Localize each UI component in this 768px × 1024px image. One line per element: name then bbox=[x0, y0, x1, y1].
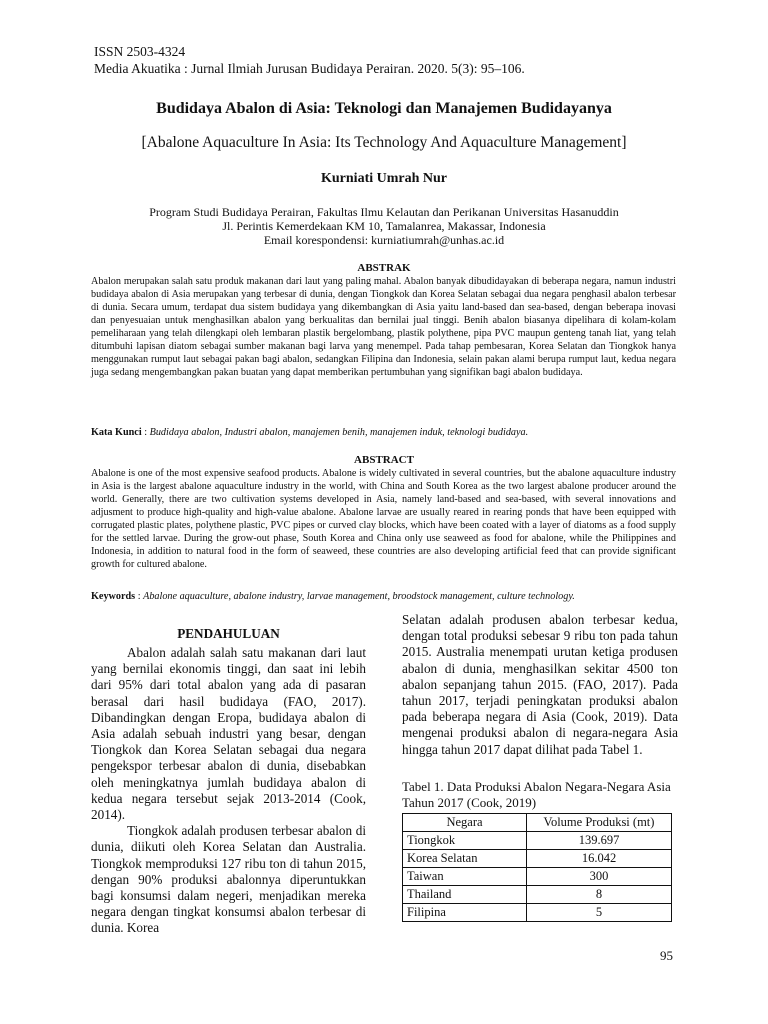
cell-volume: 139.697 bbox=[527, 832, 672, 850]
keywords: Keywords : Abalone aquaculture, abalone industry, larvae management, broodstock management, culture technology. bbox=[91, 591, 575, 602]
table-caption: Tabel 1. Data Produksi Abalon Negara-Negara Asia Tahun 2017 (Cook, 2019) bbox=[402, 779, 671, 810]
table-row bbox=[403, 904, 672, 922]
author-name: Kurniati Umrah Nur bbox=[321, 171, 447, 186]
kata-kunci-label: Kata Kunci bbox=[91, 427, 142, 438]
page-number: 95 bbox=[660, 948, 673, 963]
cell-volume: 16.042 bbox=[527, 850, 672, 868]
left-column bbox=[91, 645, 366, 937]
table-row bbox=[403, 850, 672, 868]
production-table bbox=[402, 813, 672, 922]
cell-country: Tiongkok bbox=[403, 832, 527, 850]
kata-kunci: Kata Kunci : Budidaya abalon, Industri abalon, manajemen benih, manajemen induk, teknologi budidaya. bbox=[91, 427, 529, 438]
cell-country: Taiwan bbox=[403, 868, 527, 886]
table-row bbox=[403, 832, 672, 850]
abstract-heading: ABSTRACT bbox=[354, 454, 414, 466]
abstrak-body: Abalon merupakan salah satu produk makanan dari laut yang paling mahal. Abalon banyak dibudidayakan di beberapa negara, namun industri budidaya abalon di Asia merupakan yang terbesar di dunia, dengan Tiongkok dan Korea Selatan sebagai dua negara penghasil abalon terbesar di dunia. Secara umum, terdapat dua sistem budidaya yang dikembangkan di Asia yaitu land-based dan sea-based, dengan beberapa inovasi dan penyesuaian untuk menghasilkan abalon yang berkualitas dan bernilai jual tinggi. Benih abalon biasanya dipelihara di kolam-kolam pemeliharaan yang telah dilengkapi oleh lembaran plastik bergelombang, plastik polythene, pipa PVC maupun genteng tanah liat, yang telah ditumbuhi lapisan diatom sebagai sumber makanan bagi larva yang menempel. Pada tahap pembesaran, Korea Selatan dan Tiongkok hanya menggunakan rumput laut sebagai pakan bagi abalon, sedangkan Filipina dan Indonesia, selain pakan alami berupa rumput laut, kedua negara juga sedang mengembangkan pakan buatan yang dapat memberikan pertumbuhan yang signifikan bagi abalon budidaya. bbox=[91, 276, 676, 378]
affiliation-line-1: Program Studi Budidaya Perairan, Fakultas Ilmu Kelautan dan Perikanan Universitas Hasanuddin bbox=[149, 205, 619, 219]
pendahuluan-heading: PENDAHULUAN bbox=[177, 626, 280, 641]
intro-paragraph-1: Abalon adalah salah satu makanan dari laut yang bernilai ekonomis tinggi, dan saat ini lebih dari 95% dari total abalon yang ada di pasaran berasal dari hasil budidaya (FAO, 2017). Dibandingkan dengan Eropa, budidaya abalon di Asia adalah sebuah industri yang besar, dengan Tiongkok dan Korea Selatan sebagai dua negara pengekspor terbesar abalon di dunia, disebabkan oleh meningkatnya jumlah budidaya abalon di kedua negara tersebut sejak 2013-2014 (Cook, 2014). bbox=[91, 645, 366, 823]
intro-paragraph-3: Selatan adalah produsen abalon terbesar kedua, dengan total produksi sebesar 9 ribu ton pada tahun 2015. Australia menempati urutan ketiga produsen abalon di dunia, menghasilkan sekitar 4500 ton abalon sepanjang tahun 2015. (FAO, 2017). Pada tahun 2017, terjadi peningkatan produksi abalon pada beberapa negara di Asia (Cook, 2019). Data mengenai produksi abalon di negara-negara Asia hingga tahun 2017 dapat dilihat pada Tabel 1. bbox=[402, 612, 678, 757]
abstract-body: Abalone is one of the most expensive seafood products. Abalone is widely cultivated in several countries, but the abalone aquaculture industry in Asia is the largest abalone aquaculture industry in the world, with China and South Korea as the two largest abalone producer around the world. Generally, there are two cultivation systems developed in Asia, namely land-based and sea-based, with several innovations and adjusment to produce high-quality and high-value abalone. Abalone larvae are usually reared in rearing ponds that have been equipped with corrugated plastic plates, polythene plastic, PVC pipes or curved clay blocks, which have been coated with a layer of diatoms as a food supply for the settled larvae. During the grow-out phase, South Korea and China only use seaweed as food for abalone, while the Philippines and Indonesia, in addition to natural food in the form of seaweed, these countries are also developing artificial feed that can provide significant growth for cultured abalone. bbox=[91, 468, 676, 570]
right-column bbox=[402, 612, 678, 758]
intro-paragraph-2: Tiongkok adalah produsen terbesar abalon di dunia, diikuti oleh Korea Selatan dan Australia. Tiongkok memproduksi 127 ribu ton di tahun 2015, dengan 90% produksi abalonnya diperuntukkan bagi konsumsi dalam negeri, menjadikan mereka negara dengan tingkat konsumsi abalon terbesar di dunia. Korea bbox=[91, 823, 366, 936]
abstrak-heading: ABSTRAK bbox=[357, 262, 411, 274]
issn: ISSN 2503-4324 bbox=[94, 44, 186, 59]
keywords-text: Abalone aquaculture, abalone industry, larvae management, broodstock management, culture technology. bbox=[143, 591, 575, 602]
journal-citation: Media Akuatika : Jurnal Ilmiah Jurusan Budidaya Perairan. 2020. 5(3): 95–106. bbox=[94, 61, 525, 76]
affiliation-line-2: Jl. Perintis Kemerdekaan KM 10, Tamalanrea, Makassar, Indonesia bbox=[222, 219, 546, 233]
paper-subtitle: [Abalone Aquaculture In Asia: Its Technology And Aquaculture Management] bbox=[141, 134, 627, 151]
paper-title: Budidaya Abalon di Asia: Teknologi dan Manajemen Budidayanya bbox=[156, 100, 612, 117]
cell-country: Thailand bbox=[403, 886, 527, 904]
keywords-label: Keywords bbox=[91, 591, 136, 602]
column-header-volume: Volume Produksi (mt) bbox=[527, 814, 672, 832]
cell-volume: 8 bbox=[527, 886, 672, 904]
kata-kunci-text: Budidaya abalon, Industri abalon, manajemen benih, manajemen induk, teknologi budidaya. bbox=[149, 427, 529, 438]
table-row bbox=[403, 886, 672, 904]
cell-country: Korea Selatan bbox=[403, 850, 527, 868]
table-header-row bbox=[403, 814, 672, 832]
cell-country: Filipina bbox=[403, 904, 527, 922]
column-header-negara: Negara bbox=[403, 814, 527, 832]
cell-volume: 5 bbox=[527, 904, 672, 922]
table-row bbox=[403, 868, 672, 886]
cell-volume: 300 bbox=[527, 868, 672, 886]
corresponding-email: Email korespondensi: kurniatiumrah@unhas.ac.id bbox=[263, 233, 505, 247]
